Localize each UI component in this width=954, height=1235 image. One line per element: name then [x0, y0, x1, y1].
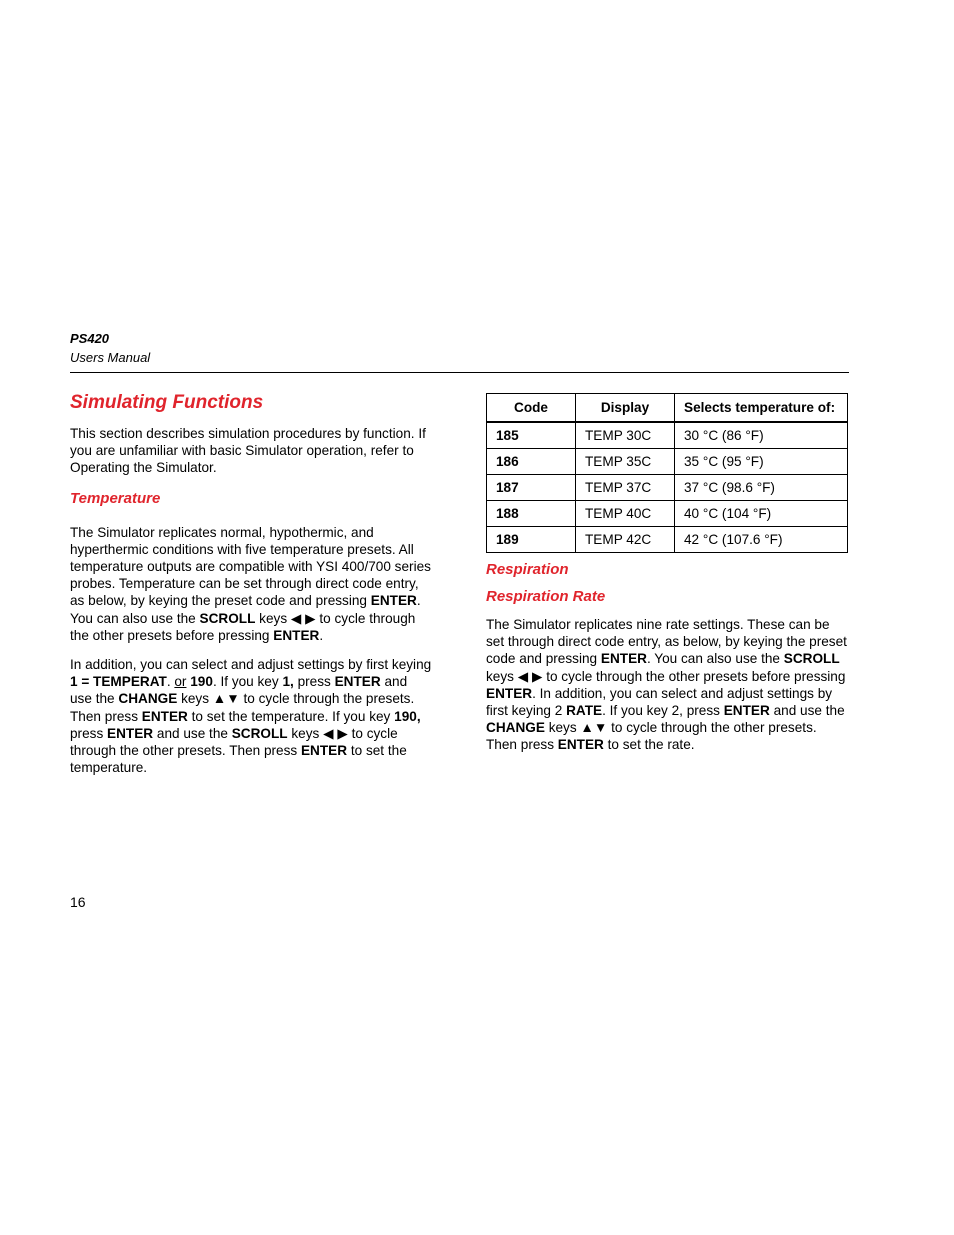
table-row: [487, 422, 848, 449]
column-header-display: Display: [576, 394, 675, 423]
respiration-rate-heading: Respiration Rate: [486, 588, 606, 605]
page-number: 16: [70, 894, 86, 910]
cell-display: TEMP 42C: [576, 527, 675, 553]
right-column: [486, 560, 848, 754]
temperature-presets-table: [486, 393, 848, 553]
cell-display: TEMP 40C: [576, 501, 675, 527]
cell-temperature: 30 °C (86 °F): [675, 422, 848, 449]
temperature-paragraph-2: In addition, you can select and adjust settings by first keying 1 = TEMPERAT. or 190. If you key 1, press ENTER and use the CHANGE keys ▲▼ to cycle through the presets. Then press ENTER to set the temperature. If you key 190, press ENTER and use the SCROLL keys ◀ ▶ to cycle through the other presets. Then press ENTER to set the temperature.: [70, 657, 432, 776]
respiration-heading: Respiration: [486, 561, 569, 578]
cell-temperature: 40 °C (104 °F): [675, 501, 848, 527]
cell-temperature: 35 °C (95 °F): [675, 449, 848, 475]
cell-display: TEMP 37C: [576, 475, 675, 501]
cell-temperature: 37 °C (98.6 °F): [675, 475, 848, 501]
column-header-code: Code: [487, 394, 576, 423]
cell-code: 189: [487, 527, 576, 553]
column-header-selects: Selects temperature of:: [675, 394, 848, 423]
cell-code: 188: [487, 501, 576, 527]
cell-code: 186: [487, 449, 576, 475]
left-column: [70, 390, 432, 776]
temperature-paragraph-1: The Simulator replicates normal, hypothermic, and hyperthermic conditions with five temperature presets. All temperature outputs are compatible with YSI 400/700 series probes. Temperature can be set through direct code entry, as below, by keying the preset code and pressing ENTER. You can also use the SCROLL keys ◀ ▶ to cycle through the other presets before pressing ENTER.: [70, 524, 431, 643]
cell-display: TEMP 30C: [576, 422, 675, 449]
table-row: [487, 449, 848, 475]
cell-temperature: 42 °C (107.6 °F): [675, 527, 848, 553]
header-divider: [70, 372, 849, 373]
temperature-heading: Temperature: [70, 489, 161, 507]
header-product: PS420: [70, 331, 110, 346]
section-intro: This section describes simulation procedures by function. If you are unfamiliar with basic Simulator operation, refer to Operating the Simulator.: [70, 426, 426, 476]
table-row: [487, 475, 848, 501]
header-manual: Users Manual: [70, 350, 151, 365]
table-row: [487, 527, 848, 553]
table-row: [487, 501, 848, 527]
respiration-paragraph: The Simulator replicates nine rate settings. These can be set through direct code entry, as below, by keying the preset code and pressing ENTER. You can also use the SCROLL keys ◀ ▶ to cycle through the other presets before pressing ENTER. In addition, you can select and adjust settings by first keying 2 RATE. If you key 2, press ENTER and use the CHANGE keys ▲▼ to cycle through the other presets. Then press ENTER to set the rate.: [486, 617, 847, 753]
table-header-row: [487, 394, 848, 423]
cell-display: TEMP 35C: [576, 449, 675, 475]
cell-code: 185: [487, 422, 576, 449]
section-title: Simulating Functions: [70, 392, 264, 413]
cell-code: 187: [487, 475, 576, 501]
